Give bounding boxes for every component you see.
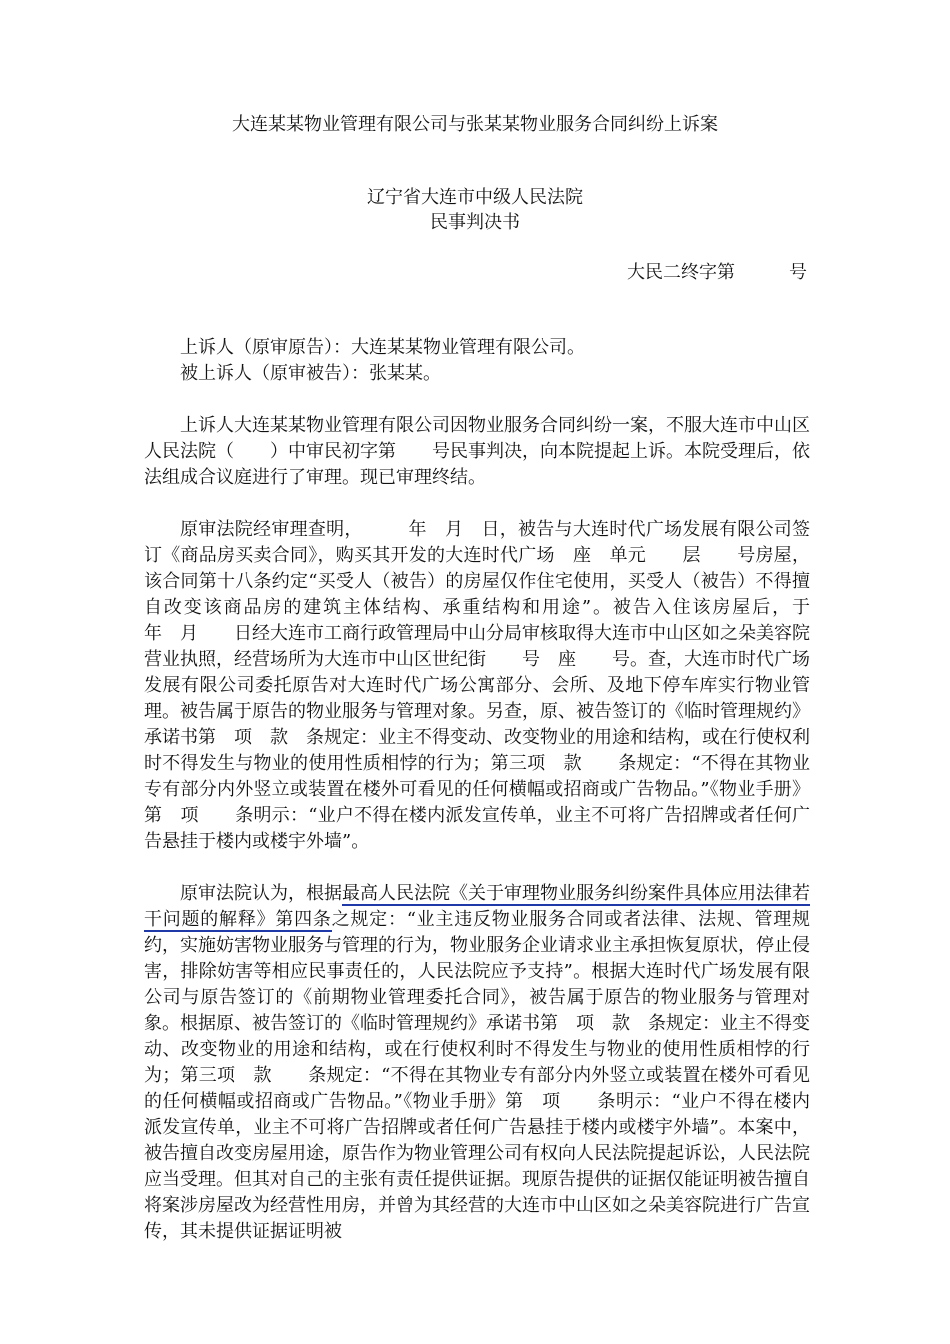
opinion-text-rest: 之规定：“业主违反物业服务合同或者法律、法规、管理规约，实施妨害物业服务与管理的行为，物业服务企业请求业主承担恢复原状，停止侵害，排除妨害等相应民事责任的，人民法院应予支持”。根据大连时代广场发展有限公司与原告签订的《前期物业管理委托合同》，被告属于原告的物业服务与管理对象。根据原、被告签订的《临时管理规约》承诺书第 项 款 条规定：业主不得变动、改变物业的用途和结构，或在行使权利时不得发生与物业的使用性质相悖的行为；第三项 款 条规定：“不得在其物业专有部分内外竖立或装置在楼外可看见的任何横幅或招商或广告物品。”《物业手册》第 项 条明示：“业户不得在楼内派发宣传单，业主不可将广告招牌或者任何广告悬挂于楼内或楼宇外墙”。本案中，被告擅自改变房屋用途，原告作为物业管理公司有权向人民法院提起诉讼，人民法院应当受理。但其对自己的主张有责任提供证据。现原告提供的证据仅能证明被告擅自将案涉房屋改为经营性用房，并曾为其经营的大连市中山区如之朵美容院进行广告宣传，其未提供证据证明被	[144, 909, 810, 1242]
appellee-line: 被上诉人（原审被告）：张某某。	[180, 363, 441, 384]
paragraph-original-court-opinion	[144, 881, 810, 1245]
paragraph-appeal-intro: 上诉人大连某某物业管理有限公司因物业服务合同纠纷一案，不服大连市中山区人民法院（ ）中审民初字第 号民事判决，向本院提起上诉。本院受理后，依法组成合议庭进行了审理。现已审理终结。	[144, 415, 810, 488]
law-reference-link[interactable]: 最高人民法院《关于审理物业服务纠纷案件具体应用法律若干问题的解释》第四条	[144, 883, 810, 930]
spacer	[144, 491, 810, 517]
court-name: 辽宁省大连市中级人民法院	[367, 187, 583, 208]
opinion-text-start: 原审法院认为，根据	[180, 883, 342, 904]
case-number: 大民二终字第 号	[627, 262, 807, 283]
document-title: 大连某某物业管理有限公司与张某某物业服务合同纠纷上诉案	[232, 114, 718, 135]
paragraph-facts: 原审法院经审理查明， 年 月 日，被告与大连时代广场发展有限公司签订《商品房买卖合同》，购买其开发的大连时代广场 座 单元 层 号房屋，该合同第十八条约定“买受人（被告）的房屋仅作住宅使用，买受人（被告）不得擅自改变该商品房的建筑主体结构、承重结构和用途”。被告入住该房屋后，于 年 月 日经大连市工商行政管理局中山分局审核取得大连市中山区如之朵美容院营业执照，经营场所为大连市中山区世纪街 号 座 号。查，大连市时代广场发展有限公司委托原告对大连时代广场公寓部分、会所、及地下停车库实行物业管理。被告属于原告的物业服务与管理对象。另查，原、被告签订的《临时管理规约》承诺书第 项 款 条规定：业主不得变动、改变物业的用途和结构，或在行使权利时不得发生与物业的使用性质相悖的行为；第三项 款 条规定：“不得在其物业专有部分内外竖立或装置在楼外可看见的任何横幅或招商或广告物品。”《物业手册》第 项 条明示：“业户不得在楼内派发宣传单，业主不可将广告招牌或者任何广告悬挂于楼内或楼宇外墙”。	[144, 519, 864, 852]
document-body	[144, 335, 864, 1245]
spacer	[144, 387, 810, 413]
judgment-type: 民事判决书	[430, 212, 520, 233]
spacer	[144, 855, 810, 881]
appellant-line: 上诉人（原审原告）：大连某某物业管理有限公司。	[180, 337, 585, 358]
court-header	[0, 185, 950, 235]
